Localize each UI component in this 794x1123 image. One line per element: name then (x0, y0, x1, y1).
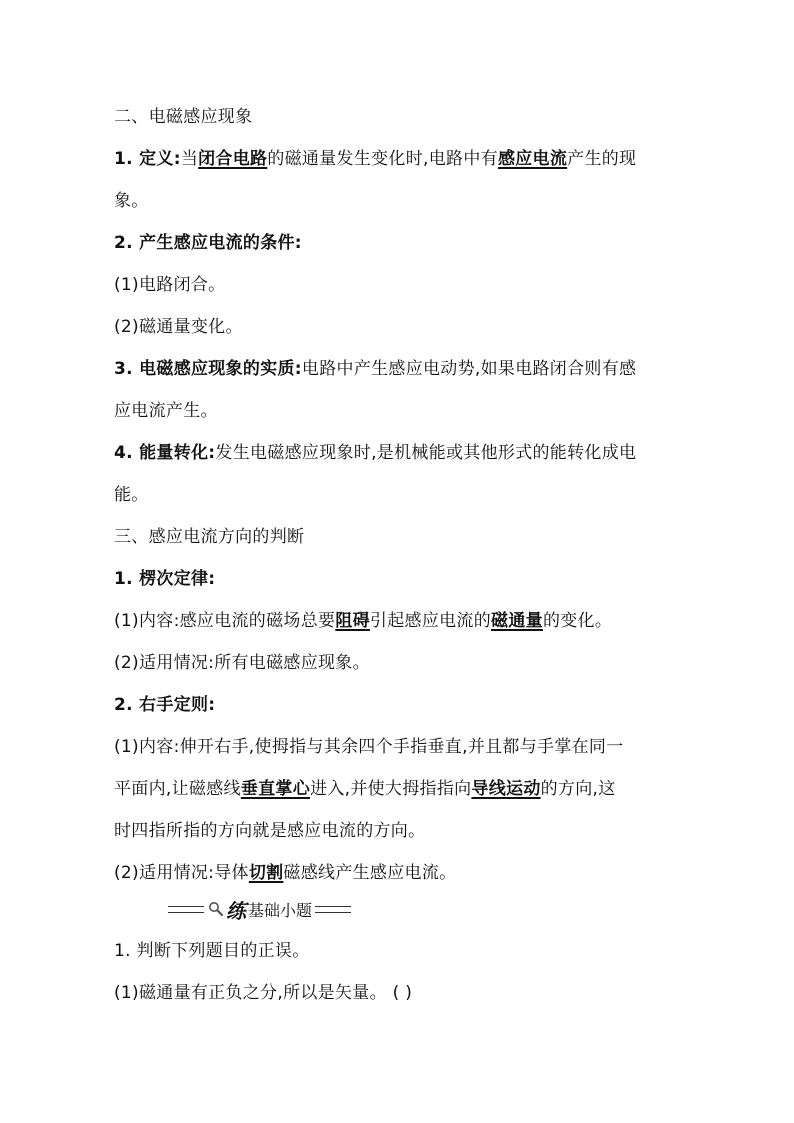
rhr-content-line-2: 平面内,让磁感线垂直掌心进入,并使大拇指指向导线运动的方向,这 (114, 779, 616, 799)
rhr-scope: (2)适用情况:导体切割磁感线产生感应电流。 (114, 863, 457, 883)
energy-label: 4. 能量转化: (114, 443, 216, 463)
essence-continuation: 应电流产生。 (114, 401, 218, 421)
energy-continuation: 能。 (114, 485, 149, 505)
right-hand-rule-label: 2. 右手定则: (114, 695, 216, 715)
condition-item-1: (1)电路闭合。 (114, 275, 226, 295)
wire-motion-term: 导线运动 (471, 779, 541, 799)
lenz-scope: (2)适用情况:所有电磁感应现象。 (114, 653, 370, 673)
section-3-heading: 三、感应电流方向的判断 (114, 527, 305, 547)
rhr-content-line-3: 时四指所指的方向就是感应电流的方向。 (114, 821, 426, 841)
banner-right-rule (315, 906, 351, 913)
oppose-term: 阻碍 (335, 611, 370, 631)
question-1-item-1: (1)磁通量有正负之分,所以是矢量。 ( ) (114, 983, 413, 1003)
question-1: 1. 判断下列题目的正误。 (114, 941, 310, 961)
definition-line: 1. 定义:当闭合电路的磁通量发生变化时,电路中有感应电流产生的现 (114, 149, 637, 169)
perpendicular-palm-term: 垂直掌心 (240, 779, 311, 799)
magnifier-icon (207, 900, 225, 918)
practice-banner (168, 897, 368, 921)
definition-continuation: 象。 (114, 191, 149, 211)
essence-label: 3. 电磁感应现象的实质: (114, 359, 302, 379)
magnetic-flux-term: 磁通量 (491, 611, 543, 631)
section-2-heading: 二、电磁感应现象 (114, 107, 253, 127)
practice-title: 基础小题 (248, 900, 313, 920)
induced-current-term: 感应电流 (497, 149, 568, 169)
definition-label: 1. 定义: (114, 149, 181, 169)
closed-circuit-term: 闭合电路 (198, 149, 268, 169)
conditions-label: 2. 产生感应电流的条件: (114, 233, 302, 253)
lenz-content: (1)内容:感应电流的磁场总要阻碍引起感应电流的磁通量的变化。 (114, 611, 613, 631)
banner-left-rule (168, 906, 204, 913)
practice-badge: 练 (226, 898, 246, 923)
cutting-term: 切割 (248, 863, 284, 883)
condition-item-2: (2)磁通量变化。 (114, 317, 243, 337)
essence-line: 3. 电磁感应现象的实质:电路中产生感应电动势,如果电路闭合则有感 (114, 359, 637, 379)
rhr-content-line-1: (1)内容:伸开右手,使拇指与其余四个手指垂直,并且都与手掌在同一 (114, 737, 624, 757)
energy-line: 4. 能量转化:发生电磁感应现象时,是机械能或其他形式的能转化成电 (114, 443, 637, 463)
lenz-law-label: 1. 楞次定律: (114, 569, 216, 589)
